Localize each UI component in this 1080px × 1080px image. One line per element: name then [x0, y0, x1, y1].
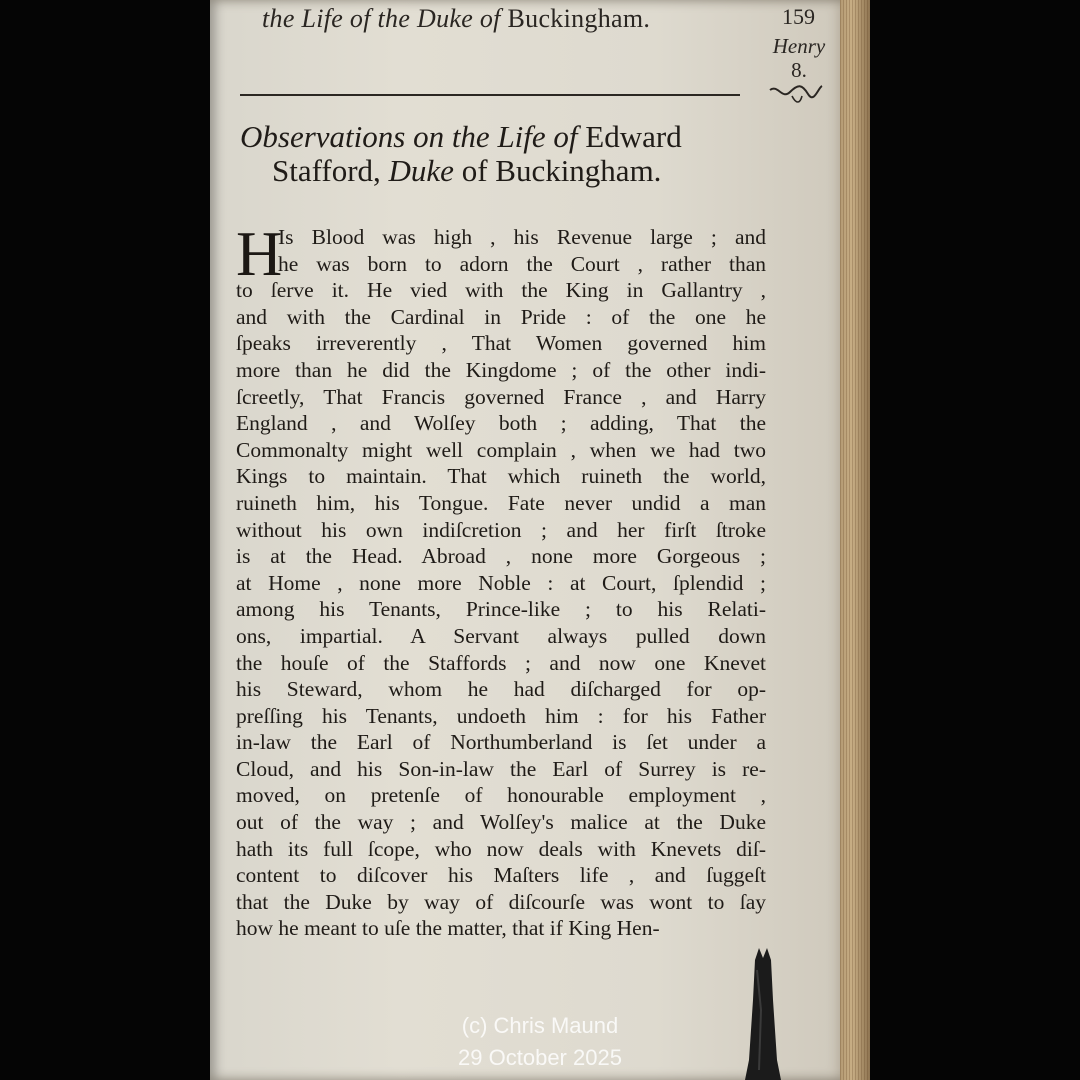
- body-line: ons, impartial. A Servant always pulled down: [236, 623, 766, 648]
- page-number: 159: [782, 4, 815, 29]
- running-head-roman: Buckingham.: [507, 4, 651, 33]
- body-line: England , and Wolſey both ; adding, That the: [236, 411, 766, 436]
- body-line: to ſerve it. He vied with the King in Gallantry ,: [236, 278, 766, 303]
- body-line: content to diſcover his Maſters life , and ſuggeſt: [236, 863, 766, 888]
- heading-line2-italic: Duke: [388, 153, 454, 188]
- heading-line2-roman-a: Stafford,: [272, 153, 381, 188]
- heading-line1-roman: Edward: [585, 119, 682, 154]
- body-line: without his own indiſcretion ; and her firſt ſtroke: [236, 517, 766, 542]
- flourish-icon: [768, 82, 824, 106]
- body-line: at Home , none more Noble : at Court, ſplendid ;: [236, 570, 766, 595]
- body-line: in-law the Earl of Northumberland is ſet under a: [236, 730, 766, 755]
- body-line: is at the Head. Abroad , none more Gorgeous ;: [236, 544, 766, 569]
- body-line: moved, on pretenſe of honourable employment ,: [236, 783, 766, 808]
- body-line: the houſe of the Staffords ; and now one Knevet: [236, 650, 766, 675]
- page-edges: [840, 0, 870, 1080]
- watermark-credit: (c) Chris Maund: [461, 1013, 619, 1038]
- body-line: Is Blood was high , his Revenue large ; and: [278, 225, 766, 249]
- body-line: hath its full ſcope, who now deals with Knevets diſ-: [236, 836, 766, 861]
- heading-line1-italic: Observations on the Life of: [240, 119, 578, 154]
- body-text: [236, 218, 766, 942]
- running-head: [262, 4, 650, 34]
- header-rule: [240, 94, 740, 96]
- body-line: that the Duke by way of diſcourſe was wont to ſay: [236, 889, 766, 914]
- body-line: how he meant to uſe the matter, that if King Hen-: [236, 916, 660, 941]
- body-line: he was born to adorn the Court , rather than: [278, 251, 766, 276]
- body-line: Commonalty might well complain , when we had two: [236, 437, 766, 462]
- drop-cap: H: [236, 218, 283, 289]
- body-line: Kings to maintain. That which ruineth the world,: [236, 464, 766, 489]
- margin-note-word: Henry: [772, 34, 826, 58]
- body-line: more than he did the Kingdome ; of the other indi-: [236, 357, 766, 382]
- margin-note-number: 8.: [791, 58, 807, 82]
- body-line: ſcreetly, That Francis governed France , and Harry: [236, 384, 766, 409]
- body-line: out of the way ; and Wolſey's malice at the Duke: [236, 810, 766, 835]
- body-line: ruineth him, his Tongue. Fate never undid a man: [236, 490, 766, 515]
- photo-watermark: [0, 1010, 1080, 1074]
- margin-note: [766, 34, 832, 82]
- watermark-date: 29 October 2025: [458, 1045, 622, 1070]
- body-line: his Steward, whom he had diſcharged for op-: [236, 677, 766, 702]
- body-line: and with the Cardinal in Pride : of the one he: [236, 304, 766, 329]
- heading-line2-roman-b: of Buckingham.: [461, 153, 662, 188]
- running-head-italic: the Life of the Duke of: [262, 4, 501, 33]
- section-heading: [240, 120, 760, 188]
- body-line: among his Tenants, Prince-like ; to his Relati-: [236, 597, 766, 622]
- body-line: Cloud, and his Son-in-law the Earl of Surrey is re-: [236, 756, 766, 781]
- body-line: ſpeaks irreverently , That Women governed him: [236, 331, 766, 356]
- body-line: preſſing his Tenants, undoeth him : for his Father: [236, 703, 766, 728]
